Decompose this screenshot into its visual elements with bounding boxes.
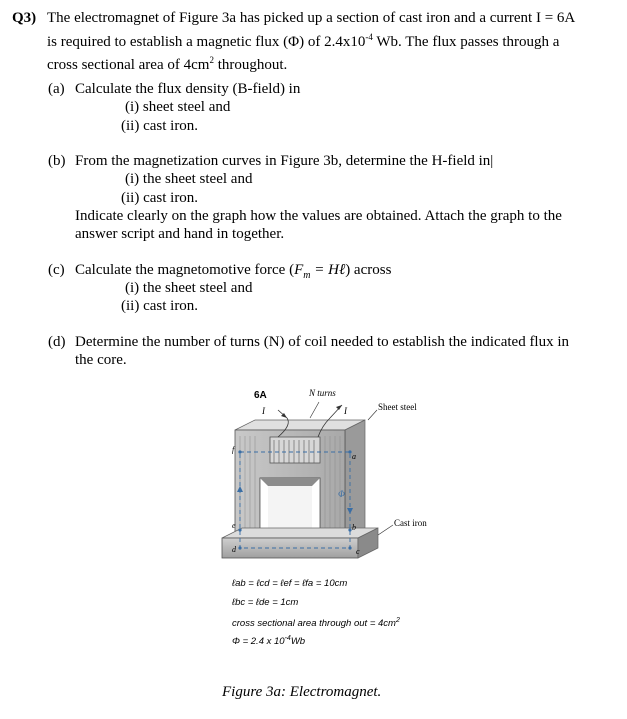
part-a-item-i: (i) sheet steel and — [125, 99, 231, 115]
figure-note-area: cross sectional area through out = $4cm^2$ — [232, 617, 400, 630]
part-b-instruction-2: answer script and hand in together. — [75, 226, 285, 242]
part-c-label: (c) — [48, 262, 65, 278]
point-c-dot — [348, 546, 351, 549]
point-f-label: f — [232, 445, 235, 454]
figure-caption: Figure 3a: Electromagnet. — [222, 684, 382, 700]
coil — [270, 437, 320, 463]
turns-label: N turns — [309, 388, 336, 398]
sheet-steel-label: Sheet steel — [378, 402, 417, 412]
figure-note-flux: Φ = 2.4 x $10^{-4}Wb$ — [232, 635, 306, 648]
part-a-label: (a) — [48, 81, 65, 97]
part-b-item-ii: (ii) cast iron. — [121, 190, 199, 206]
part-c-item-ii: (ii) cast iron. — [121, 298, 199, 314]
cast-iron-label: Cast iron — [394, 518, 427, 528]
part-a-item-ii: (ii) cast iron. — [121, 118, 199, 134]
point-e-dot — [238, 528, 241, 531]
figure-note-lengths-1: ℓab = ℓcd = ℓef = ℓfa = 10cm — [232, 578, 348, 589]
intro-line-1: The electromagnet of Figure 3a has picked up a section of cast iron and a current I = 6A — [47, 10, 576, 26]
point-b-label: b — [352, 523, 356, 532]
core-top-face — [235, 420, 365, 430]
part-b-text: From the magnetization curves in Figure 3b, determine the H-field in| — [75, 153, 494, 169]
part-b-label: (b) — [48, 153, 66, 169]
part-c-item-i: (i) the sheet steel and — [125, 280, 253, 296]
current-arrow-label-right: I — [344, 406, 347, 416]
part-d-line-2: the core. — [75, 352, 127, 368]
core-right-face — [345, 420, 365, 538]
part-d-label: (d) — [48, 334, 66, 350]
question-number: Q3) — [12, 10, 37, 26]
figure-note-lengths-2: ℓbc = ℓde = 1cm — [232, 597, 299, 608]
intro-line-3: cross sectional area of $4cm^2$ throughout. — [47, 55, 288, 73]
point-d-label: d — [232, 545, 236, 554]
part-d-line-1: Determine the number of turns (N) of coil needed to establish the indicated flux in — [75, 334, 570, 350]
point-d-dot — [238, 546, 241, 549]
part-c-text: Calculate the magnetomotive force ($F_m$ = Hℓ) across — [75, 262, 392, 281]
part-b-instruction-1: Indicate clearly on the graph how the values are obtained. Attach the graph to the — [75, 208, 562, 224]
point-a-label: a — [352, 452, 356, 461]
part-b-item-i: (i) the sheet steel and — [125, 171, 253, 187]
current-arrow-label-left: I — [262, 406, 265, 416]
flux-label: Φ — [338, 489, 345, 499]
current-label: 6A — [254, 390, 267, 401]
part-a-text: Calculate the flux density (B-field) in — [75, 81, 301, 97]
point-f-dot — [238, 450, 241, 453]
point-c-label: c — [356, 547, 360, 556]
point-e-label: e — [232, 521, 236, 530]
intro-line-2: is required to establish a magnetic flux (Φ) of $2.4x10^{-4}$ Wb. The flux passes through a — [47, 31, 560, 50]
